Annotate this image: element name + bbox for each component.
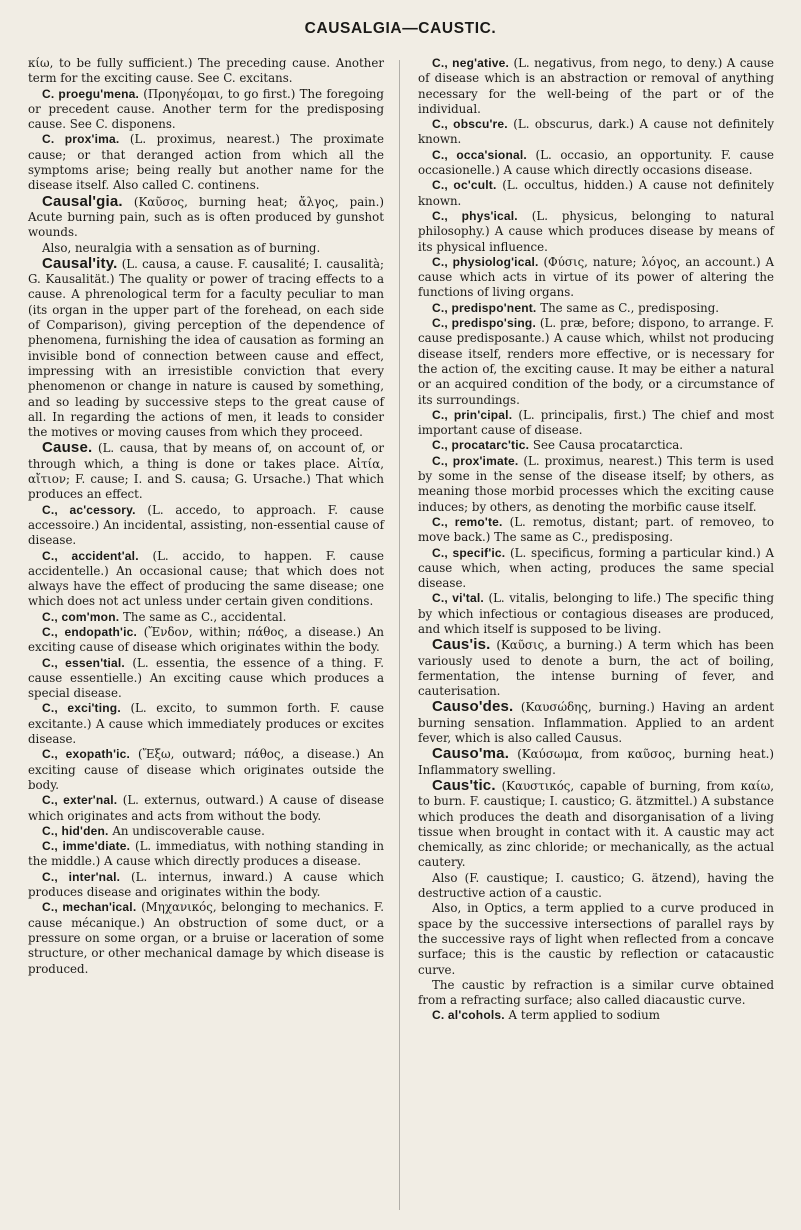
entry-definition: (L. proximus, nearest.) This term is used by some in the sense of the disease itself; by others, as meaning those morbid processes which the exciting cause induces; by others, as denoting the morbific cause itself.: [418, 453, 774, 514]
entry-headword: C., prin'cipal.: [432, 407, 513, 422]
entry-headword: C., phys'ical.: [432, 208, 518, 223]
entry-headword: C., physiolog'ical.: [432, 254, 539, 269]
entry-headword: Causal'ity.: [42, 254, 118, 272]
entry-headword: Caus'is.: [432, 636, 491, 654]
entry-headword: C., inter'nal.: [42, 869, 121, 884]
entry-headword: C. proegu'mena.: [42, 86, 140, 101]
right-column: [418, 56, 774, 1024]
entry-definition: (L. specificus, forming a particular kind.) A cause which, when acting, produces the same special disease.: [418, 545, 774, 591]
dictionary-entry: [418, 546, 774, 592]
entry-definition: (L. remotus, distant; part. of removeo, to move back.) The same as C., predisposing.: [418, 514, 774, 545]
dictionary-entry: [28, 256, 384, 441]
entry-definition: (L. proximus, nearest.) The proximate cause; or that deranged action from which all the symptoms arise; being really but another name for the disease itself. Also called C. continens.: [28, 132, 385, 193]
dictionary-entry: [28, 241, 384, 256]
entry-definition: A term applied to sodium: [504, 1008, 660, 1023]
entry-headword: C., oc'cult.: [432, 178, 497, 193]
entry-definition: Also (F. caustique; I. caustico; G. ätzend), having the destructive action of a caustic.: [418, 870, 774, 901]
dictionary-entry: [28, 610, 384, 625]
entry-headword: C., exopath'ic.: [42, 747, 131, 762]
entry-definition: Also, neuralgia with a sensation as of burning.: [42, 240, 321, 255]
dictionary-entry: [418, 746, 774, 778]
entry-definition: (L. causa, that by means of, on account of, or through which, a thing is done or takes place. Αἰτία, αἴτιον; F. cause; I. and S. causa; G. Ursache.) That which produces an effect.: [28, 441, 384, 502]
entry-definition: (L. occultus, hidden.) A cause not definitely known.: [418, 178, 774, 208]
entry-headword: C., exci'ting.: [42, 701, 121, 716]
entry-definition: (L. causa, a cause. F. causalité; I. causalità; G. Kausalität.) The quality or power of tracing effects to a cause. A phrenological term for a faculty peculiar to man (its organ in the upper part of the forehead, on each side of Comparison), giving perception of the dependence of phenomena, furnishing the idea of causation as forming an invisible bond of connection between cause and effect, impressing with an irresistible conviction that every phenomenon or change in nature is caused by something, and so leading by successive steps to the great cause of all. In regarding the actions of men, it leads to consider the motives or moving causes from which they proceed.: [28, 256, 384, 440]
dictionary-entry: [28, 625, 384, 656]
dictionary-entry: [418, 178, 774, 209]
entry-headword: C., remo'te.: [432, 514, 503, 529]
dictionary-entry: [418, 301, 774, 316]
entry-definition: κίω, to be fully sufficient.) The preceding cause. Another term for the exciting cause. See C. excitans.: [28, 56, 384, 86]
dictionary-entry: [418, 871, 774, 902]
entry-definition: (Μηχανικός, belonging to mechanics. F. cause mécanique.) An obstruction of some duct, or a pressure on some organ, or a bruise or laceration of some structure, or other mechanical damage by which disease is produced.: [28, 900, 384, 976]
dictionary-entry: [28, 747, 384, 793]
entry-headword: C., predispo'sing.: [432, 316, 536, 331]
dictionary-entry: [418, 438, 774, 453]
entry-headword: C., imme'diate.: [42, 839, 131, 854]
dictionary-entry: [28, 870, 384, 901]
entry-definition: See Causa procatarctica.: [529, 438, 684, 453]
dictionary-entry: [418, 1008, 774, 1023]
entry-definition: (L. occasio, an opportunity. F. cause occasionelle.) A cause which directly occasions disease.: [418, 147, 774, 178]
dictionary-entry: [418, 454, 774, 515]
entry-definition: (L. physicus, belonging to natural philosophy.) A cause which produces disease by means of its physical influence.: [418, 208, 774, 254]
dictionary-entry: [418, 255, 774, 301]
entry-definition: (Ἔξω, outward; πάθος, a disease.) An exciting cause of disease which originates outside the body.: [28, 747, 384, 792]
entry-headword: C., hid'den.: [42, 823, 109, 838]
column-divider: [399, 60, 400, 1210]
entry-headword: C., procatarc'tic.: [432, 438, 530, 453]
entry-definition: (Καύσωμα, from καῦσος, burning heat.) Inflammatory swelling.: [418, 747, 774, 777]
dictionary-entry: [28, 132, 384, 193]
dictionary-entry: [418, 56, 774, 117]
entry-headword: Causo'ma.: [432, 745, 510, 763]
dictionary-entry: [418, 699, 774, 746]
entry-definition: (L. præ, before; dispono, to arrange. F. cause predisposante.) A cause which, whilst not producing disease itself, renders more effective, or is necessary for the action of, the exciting cause. It may be either a natural or an acquired condition of the body, or a circumstance of its surroundings.: [418, 316, 774, 407]
dictionary-entry: [28, 549, 384, 610]
entry-headword: C., endopath'ic.: [42, 624, 138, 639]
entry-definition: An undiscoverable cause.: [108, 823, 265, 838]
dictionary-entry: [418, 209, 774, 255]
dictionary-entry: [418, 408, 774, 439]
entry-headword: C., mechan'ical.: [42, 900, 137, 915]
entry-headword: C., predispo'nent.: [432, 300, 537, 315]
entry-definition: (L. excito, to summon forth. F. cause excitante.) A cause which immediately produces or excites disease.: [28, 701, 384, 747]
dictionary-entry: [418, 515, 774, 546]
entry-definition: (Ἔνδον, within; πάθος, a disease.) An exciting cause of disease which originates within the body.: [28, 624, 384, 655]
dictionary-entry: [28, 900, 384, 976]
entry-headword: C., occa'sional.: [432, 147, 527, 162]
dictionary-entry: [28, 56, 384, 87]
entry-definition: Also, in Optics, a term applied to a curve produced in space by the successive intersections of parallel rays by the successive rays of light when reflected from a concave surface; this is the caustic by reflection or catacaustic curve.: [418, 901, 774, 977]
entry-definition: (L. negativus, from nego, to deny.) A cause of disease which is an abstraction or removal of anything necessary for the well-being of the part or of the individual.: [418, 56, 775, 116]
entry-headword: C., accident'al.: [42, 548, 139, 563]
dictionary-entry: [418, 901, 774, 977]
dictionary-entry: [418, 637, 774, 699]
entry-headword: Causo'des.: [432, 698, 514, 716]
entry-definition: (L. essentia, the essence of a thing. F. cause essentielle.) An exciting cause which produces a special disease.: [28, 655, 384, 701]
entry-definition: (Φύσις, nature; λόγος, an account.) A cause which acts in virtue of its power of altering the functions of living organs.: [418, 254, 774, 300]
entry-definition: (L. accido, to happen. F. cause accidentelle.) An occasional cause; that which does not always have the effect of producing the same disease; one which does not act unless under certain given conditions.: [28, 548, 384, 609]
entry-definition: The caustic by refraction is a similar curve obtained from a refracting surface; also called diacaustic curve.: [418, 977, 774, 1008]
entry-headword: C., neg'ative.: [432, 56, 510, 70]
entry-definition: (L. accedo, to approach. F. cause accessoire.) An incidental, assisting, non-essential cause of disease.: [28, 502, 384, 548]
dictionary-entry: [28, 824, 384, 839]
entry-headword: Causal'gia.: [42, 192, 123, 210]
entry-headword: C., prox'imate.: [432, 453, 519, 468]
entry-headword: C., specif'ic.: [432, 545, 506, 560]
entry-definition: (Καῦσις, a burning.) A term which has been variously used to denote a burn, the act of boiling, fermentation, the intense burning of fever, and cauterisation.: [418, 638, 774, 699]
entry-headword: C., obscu're.: [432, 117, 508, 132]
entry-definition: (Καῦσος, burning heat; ἄλγος, pain.) Acute burning pain, such as is often produced by gunshot wounds.: [28, 194, 384, 240]
entry-definition: (Καυστικός, capable of burning, from καίω, to burn. F. caustique; I. caustico; G. ätzmittel.) A substance which produces the death and disorganisation of a living tissue when brought in contact with it. A caustic may act chemically, as zinc chloride; or mechanically, as the actual cautery.: [418, 778, 774, 870]
entry-headword: C., essen'tial.: [42, 655, 125, 670]
dictionary-entry: [418, 778, 774, 871]
dictionary-entry: [28, 440, 384, 502]
entry-definition: (L. principalis, first.) The chief and most important cause of disease.: [418, 407, 774, 438]
dictionary-entry: [28, 839, 384, 870]
entry-definition: (L. immediatus, with nothing standing in the middle.) A cause which directly produces a disease.: [28, 839, 384, 869]
dictionary-entry: [28, 793, 384, 824]
dictionary-entry: [418, 978, 774, 1009]
entry-headword: C., com'mon.: [42, 609, 120, 624]
left-column: [28, 56, 384, 977]
dictionary-entry: [418, 316, 774, 408]
entry-definition: (L. internus, inward.) A cause which produces disease and originates within the body.: [28, 869, 384, 900]
entry-definition: The same as C., predisposing.: [536, 300, 720, 315]
entry-definition: (Προηγέομαι, to go first.) The foregoing or precedent cause. Another term for the predisposing cause. See C. disponens.: [28, 86, 384, 132]
running-head: CAUSALGIA—CAUSTIC.: [304, 20, 497, 37]
dictionary-entry: [28, 87, 384, 133]
dictionary-entry: [28, 701, 384, 747]
entry-headword: Cause.: [42, 439, 93, 457]
dictionary-entry: [418, 117, 774, 148]
entry-definition: (Καυσώδης, burning.) Having an ardent burning sensation. Inflammation. Applied to an ardent fever, which is also called Causus.: [418, 700, 774, 746]
entry-headword: C., vi'tal.: [432, 591, 484, 606]
dictionary-entry: [28, 194, 384, 241]
dictionary-entry: [418, 591, 774, 637]
dictionary-entry: [28, 656, 384, 702]
entry-headword: C., exter'nal.: [42, 793, 118, 808]
entry-headword: C. prox'ima.: [42, 132, 120, 147]
dictionary-entry: [28, 503, 384, 549]
entry-headword: C. al'cohols.: [432, 1008, 505, 1023]
dictionary-entry: [418, 148, 774, 179]
entry-definition: (L. obscurus, dark.) A cause not definitely known.: [418, 117, 775, 147]
entry-headword: C., ac'cessory.: [42, 502, 136, 517]
entry-definition: (L. externus, outward.) A cause of disease which originates and acts from without the body.: [28, 793, 384, 823]
entry-headword: Caus'tic.: [432, 776, 496, 794]
entry-definition: (L. vitalis, belonging to life.) The specific thing by which infectious or contagious diseases are produced, and which itself is supposed to be living.: [418, 591, 774, 636]
entry-definition: The same as C., accidental.: [119, 609, 287, 624]
